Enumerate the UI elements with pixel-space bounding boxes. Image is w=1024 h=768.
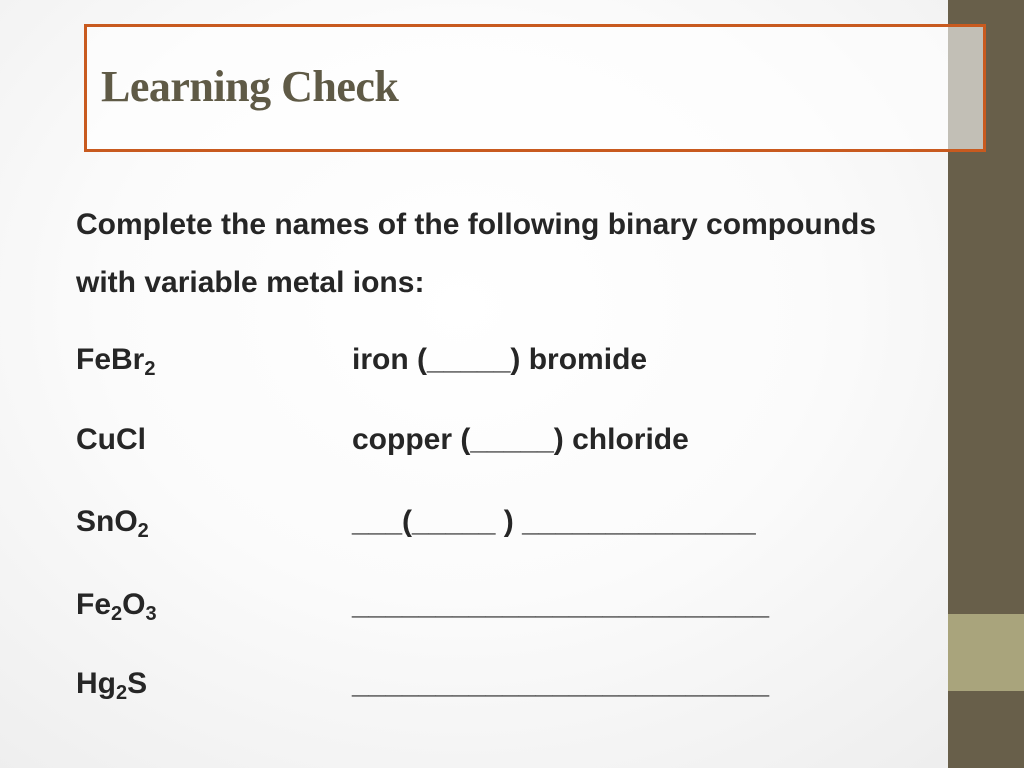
title-frame [84,24,986,152]
compound-row-hg2s [76,662,916,706]
compound-row-febr2 [76,338,916,382]
answer-febr2: iron (_____) bromide [352,343,648,376]
compound-row-cucl [76,418,916,462]
slide-title: Learning Check [101,62,399,111]
intro-text: Complete the names of the following binary compounds with variable metal ions: [76,208,877,299]
answer-cucl: copper (_____) chloride [352,423,689,456]
sidebar-accent-block [948,614,1024,691]
compound-row-sno2 [76,500,916,544]
answer-hg2s: _________________________ [352,667,770,700]
answer-sno2: ___(_____ ) ______________ [352,505,756,538]
compound-row-fe2o3 [76,583,916,627]
formula-fe2o3: $Fe_2O_3$ [76,588,157,625]
answer-fe2o3: _________________________ [352,588,770,621]
formula-hg2s: $Hg_2S$ [76,667,148,704]
formula-febr2: FeBr$_2$ [76,343,156,380]
formula-sno2: SnO$_2$ [76,505,149,542]
formula-cucl: CuCl [76,423,146,456]
